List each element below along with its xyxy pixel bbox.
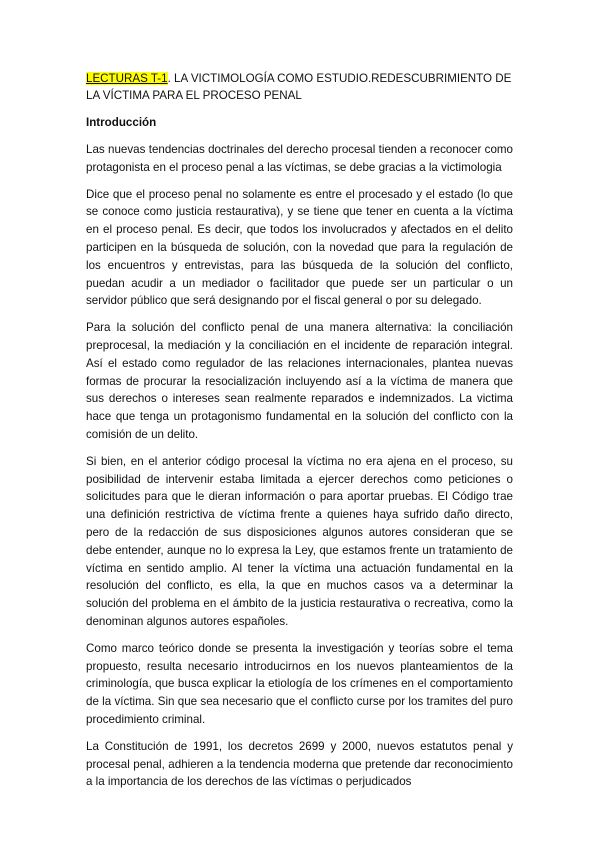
title-highlight: LECTURAS T-1 [86, 72, 168, 85]
paragraph: Las nuevas tendencias doctrinales del derecho procesal tienden a reconocer como protagonista en el proceso penal a las víctimas, se debe gracias a la victimologia [86, 143, 513, 174]
paragraph: Como marco teórico donde se presenta la investigación y teorías sobre el tema propuesto, resulta necesario introducirnos en los nuevos planteamientos de la criminología, que busca explicar la etiología de los crímenes en el comportamiento de la víctima. Sin que sea necesario que el conflicto curse por los tramites del puro procedimiento criminal. [86, 641, 513, 726]
paragraph: Si bien, en el anterior código procesal la víctima no era ajena en el proceso, su posibilidad de intervenir estaba limitada a ejercer derechos como peticiones o solicitudes para que le dieran información o para aportar pruebas. El Código trae una definición restrictiva de víctima frente a quienes haya sufrido daño directo, pero de la redacción de sus disposiciones algunos autores consideran que se debe entender, aunque no lo expresa la Ley, que estamos frente un tratamiento de víctima en sentido amplio. Al tener la víctima una actuación fundamental en la resolución del conflicto, es ella, la que en muchos casos va a determinar la solución del problema en el ámbito de la justicia restaurativa o recreativa, como la denominan algunos autores españoles. [86, 454, 513, 628]
paragraph: Para la solución del conflicto penal de una manera alternativa: la conciliación preprocesal, la mediación y la conciliación en el incidente de reparación integral. Así el estado como regulador de las relaciones internacionales, plantea nuevas formas de procurar la resocialización incluyendo así a la víctima de manera que sus derechos o intereses sean realmente reparados e indemnizados. La victima hace que tenga un protagonismo fundamental en la solución del conflicto con la comisión de un delito. [86, 321, 513, 441]
section-heading: Introducción [86, 116, 157, 129]
paragraph: Dice que el proceso penal no solamente es entre el procesado y el estado (lo que se conoce como justicia restaurativa), y se tiene que tener en cuenta a la víctima en el proceso penal. Es decir, que todos los involucrados y afectados en el delito participen en la búsqueda de solución, con la novedad que para la regulación de los encuentros y entrevistas, para las búsqueda de la solución del conflicto, puedan acudir a un mediador o facilitador que puede ser un particular o un servidor público que será designando por el fiscal general o por su delegado. [86, 187, 513, 308]
document-title [86, 70, 513, 104]
paragraph: La Constitución de 1991, los decretos 2699 y 2000, nuevos estatutos penal y procesal penal, adhieren a la tendencia moderna que pretende dar reconocimiento a la importancia de los derechos de las víctimas o perjudicados [86, 739, 513, 789]
title-text: . LA VICTIMOLOGÍA COMO ESTUDIO.REDESCUBRIMIENTO DE LA VÍCTIMA PARA EL PROCESO PENAL [86, 72, 512, 102]
